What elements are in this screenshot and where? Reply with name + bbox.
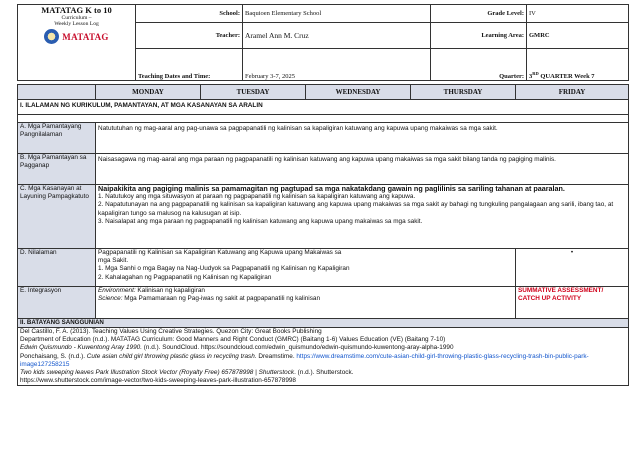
row-a-text: Natututuhan ng mag-aaral ang pag-unawa sa pagpapanatili ng kalinisan sa kapaligiran katuwang ang kapuwa upang makaiwas sa mga sakit. xyxy=(96,123,629,154)
matatag-logo xyxy=(20,29,133,44)
day-friday: FRIDAY xyxy=(516,85,629,100)
row-e-line-2: Science: Mga Pamamaraan ng Pag-iwas ng sakit at pagpapanatili ng kalinisan xyxy=(98,295,321,303)
reference-6: https://www.shutterstock.com/image-vector/two-kids-sweeping-leaves-park-illustration-657878998 xyxy=(20,377,296,385)
day-thursday: THURSDAY xyxy=(411,85,516,100)
reference-1: Del Castillo, F. A. (2013). Teaching Values Using Creative Strategies. Quezon City: Great Books Publishing xyxy=(20,328,322,335)
reference-5: Two kids sweeping leaves Park Illustration Stock Vector (Royalty Free) 657878998 | Shutterstock. (n.d.). Shutterstock. xyxy=(20,369,354,377)
reference-4: Ponchaisang, S. (n.d.). Cute asian child girl throwing plastic glass in recycling trash. Dreamstime. https://www.dreamstime.com/cute-asian-child-girl-throwing-plastic-glass-recycling-trash-bin-public-park-image127258215 xyxy=(20,352,589,368)
deped-seal-icon xyxy=(44,29,59,44)
row-b-label: B. Mga Pamantayan sa Pagganap xyxy=(18,154,96,185)
quarter-value: 3RD QUARTER Week 7 xyxy=(527,49,629,81)
row-c-content xyxy=(96,185,629,249)
days-corner xyxy=(18,85,96,100)
school-label: School: xyxy=(136,5,243,23)
row-e-line-1: Environment: Kalinisan ng kapaligiran xyxy=(98,287,205,294)
brand-block xyxy=(18,5,136,81)
day-monday: MONDAY xyxy=(96,85,201,100)
days-header-row xyxy=(18,85,629,100)
teacher-label: Teacher: xyxy=(136,23,243,49)
area-label: Learning Area: xyxy=(431,23,527,49)
reference-2: Department of Education (n.d.). MATATAG Curriculum: Good Manners and Right Conduct (GMRC) (Baitang 1-6) Values Education (VE) (Baitang 7-10) xyxy=(20,336,446,344)
row-c-item-2: 2. Napatutunayan na ang pagpapanatili ng kalinisan sa kapaligiran katuwang ang kapuwa upang makaiwas sa mga sakit ay bahagi ng tungkuling pangalagaan ang sarili, ibang tao, at kapaligiran tungo sa malusog na kalusugan at isip. xyxy=(98,201,614,217)
spacer-row xyxy=(18,115,629,123)
dates-label: Teaching Dates and Time: xyxy=(136,49,243,81)
row-e-content xyxy=(96,287,516,319)
row-d-label: D. Nilalaman xyxy=(18,249,96,287)
dates-value: February 3-7, 2025 xyxy=(243,49,431,81)
row-e-friday-summative: SUMMATIVE ASSESSMENT/ CATCH UP ACTIVITY xyxy=(516,287,629,319)
dreamstime-link[interactable]: https://www.dreamstime.com/cute-asian-child-girl-throwing-plastic-glass-recycling-trash-bin-public-park-image127258215 xyxy=(20,352,589,368)
row-c-label: C. Mga Kasanayan at Layuning Pampagkatuto xyxy=(18,185,96,249)
header-table xyxy=(17,4,629,81)
row-d-content xyxy=(96,249,516,287)
area-value: GMRC xyxy=(527,23,629,49)
row-d-friday-bullet: • xyxy=(516,249,629,287)
row-d-line-4: 2. Kahalagahan ng Pagpapanatili ng Kalinisan ng Kapaligiran xyxy=(98,273,272,281)
references-cell xyxy=(18,328,629,386)
reference-3: Edwin Quismundo - Kuwentong Aray 1990. (n.d.). SoundCloud. https://soundcloud.com/edwin_quismundo/edwin-quismundo-kuwentong-aray-alpha-1990 xyxy=(20,344,454,352)
school-value: Baquioen Elementary School xyxy=(243,5,431,23)
row-c-heading: Naipakikita ang pagiging malinis sa pamamagitan ng pagtupad sa mga nakatakdang gawain ng paglilinis sa sariling tahanan at paaralan. xyxy=(98,184,565,193)
teacher-value: Aramel Ann M. Cruz xyxy=(243,23,431,49)
section-2-heading: II. BATAYANG SANGGUNIAN xyxy=(18,319,629,328)
row-e-label: E. Integrasyon xyxy=(18,287,96,319)
lesson-table xyxy=(17,84,629,386)
brand-subtitle-2: Weekly Lesson Log xyxy=(54,21,99,27)
row-b-text: Naisasagawa ng mag-aaral ang mga paraan ng pagpapanatili ng kalinisan katuwang ang kapuwa upang makaiwas sa mga sakit bilang tanda ng pagiging malinis. xyxy=(96,154,629,185)
row-c-item-3: 3. Naisalapat ang mga paraan ng pagpapanatili ng kalinisan katuwang ang kapuwa upang makaiwas sa mga sakit. xyxy=(98,217,423,225)
logo-text: MATATAG xyxy=(62,31,109,42)
day-wednesday: WEDNESDAY xyxy=(306,85,411,100)
row-a-label: A. Mga Pamantayang Pangnilalaman xyxy=(18,123,96,154)
section-1-heading: I. ILALAMAN NG KURIKULUM, PAMANTAYAN, AT MGA KASANAYAN SA ARALIN xyxy=(18,100,629,115)
row-d-line-2: mga Sakit. xyxy=(98,257,129,265)
row-d-line-3: 1. Mga Sanhi o mga Bagay na Nag-Uudyok sa Pagpapanatili ng Kalinisan ng Kapaligiran xyxy=(98,265,350,273)
brand-title: MATATAG K to 10 xyxy=(41,5,112,15)
brand-subtitle-1: Curriculum – xyxy=(61,15,92,21)
day-tuesday: TUESDAY xyxy=(201,85,306,100)
row-c-item-1: 1. Natutukoy ang mga situwasyon at paraan ng pagpapanatili ng kalinisan sa kapaligiran katuwang ang kapuwa. xyxy=(98,193,416,201)
quarter-label: Quarter: xyxy=(431,49,527,81)
grade-value: IV xyxy=(527,5,629,23)
row-d-line-1: Pagpapanatili ng Kalinisan sa Kapaligiran Katuwang ang Kapuwa upang Makaiwas sa xyxy=(98,249,342,256)
grade-label: Grade Level: xyxy=(431,5,527,23)
